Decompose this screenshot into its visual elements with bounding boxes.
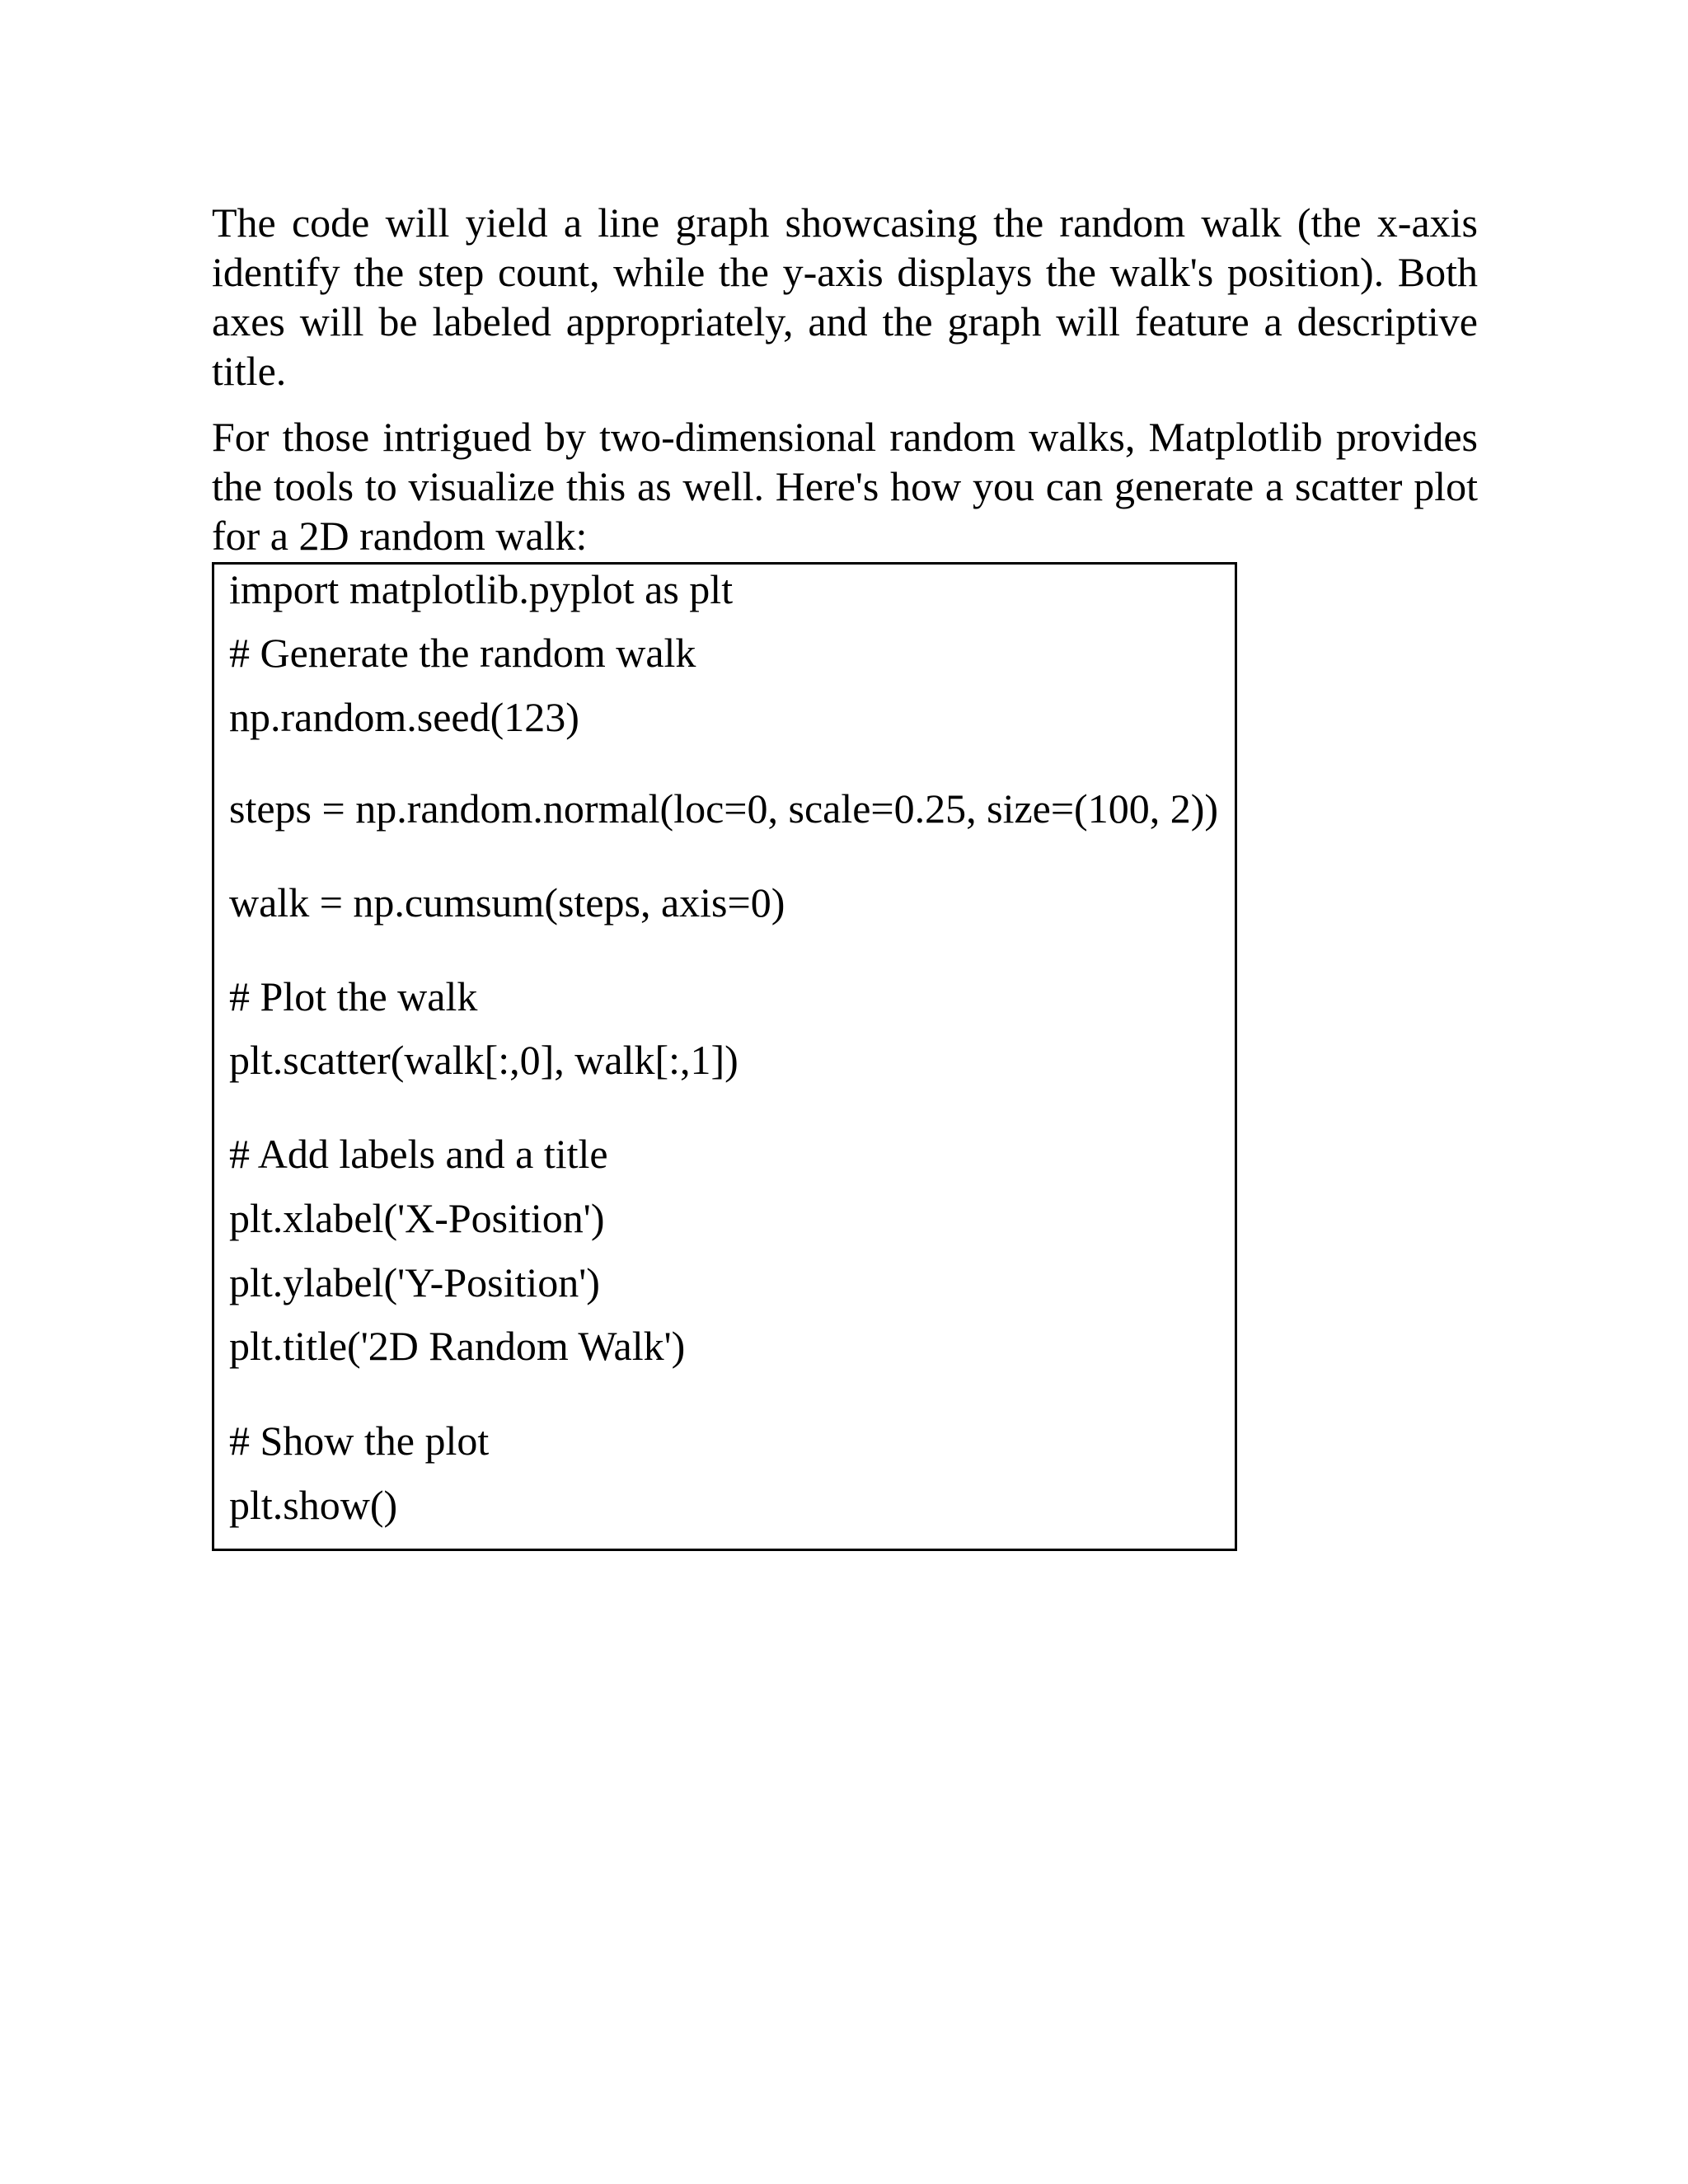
code-line-comment-labels: # Add labels and a title xyxy=(229,1131,608,1177)
paragraph-line-graph-description: The code will yield a line graph showcasing the random walk (the x-axis identify the step count, while the y-axis displays the walk's position). Both axes will be labeled appropriately, and the graph will feature a descriptive title. xyxy=(212,199,1478,394)
code-line-import: import matplotlib.pyplot as plt xyxy=(229,566,734,612)
document-body xyxy=(212,198,1478,560)
code-line-walk: walk = np.cumsum(steps, axis=0) xyxy=(229,879,785,926)
code-line-title: plt.title('2D Random Walk') xyxy=(229,1323,686,1369)
code-line-ylabel: plt.ylabel('Y-Position') xyxy=(229,1259,600,1305)
code-line-scatter: plt.scatter(walk[:,0], walk[:,1]) xyxy=(229,1037,738,1083)
code-block xyxy=(212,562,1237,1551)
paragraph-2d-walk-intro: For those intrigued by two-dimensional random walks, Matplotlib provides the tools to visualize this as well. Here's how you can generate a scatter plot for a 2D random walk: xyxy=(212,414,1478,559)
code-line-comment-generate: # Generate the random walk xyxy=(229,630,696,676)
code-line-comment-show: # Show the plot xyxy=(229,1418,490,1464)
code-line-xlabel: plt.xlabel('X-Position') xyxy=(229,1195,605,1241)
code-line-comment-plot: # Plot the walk xyxy=(229,973,478,1019)
code-line-show: plt.show() xyxy=(229,1482,398,1528)
code-line-steps: steps = np.random.normal(loc=0, scale=0.25, size=(100, 2)) xyxy=(229,785,1218,832)
code-line-seed: np.random.seed(123) xyxy=(229,694,579,740)
